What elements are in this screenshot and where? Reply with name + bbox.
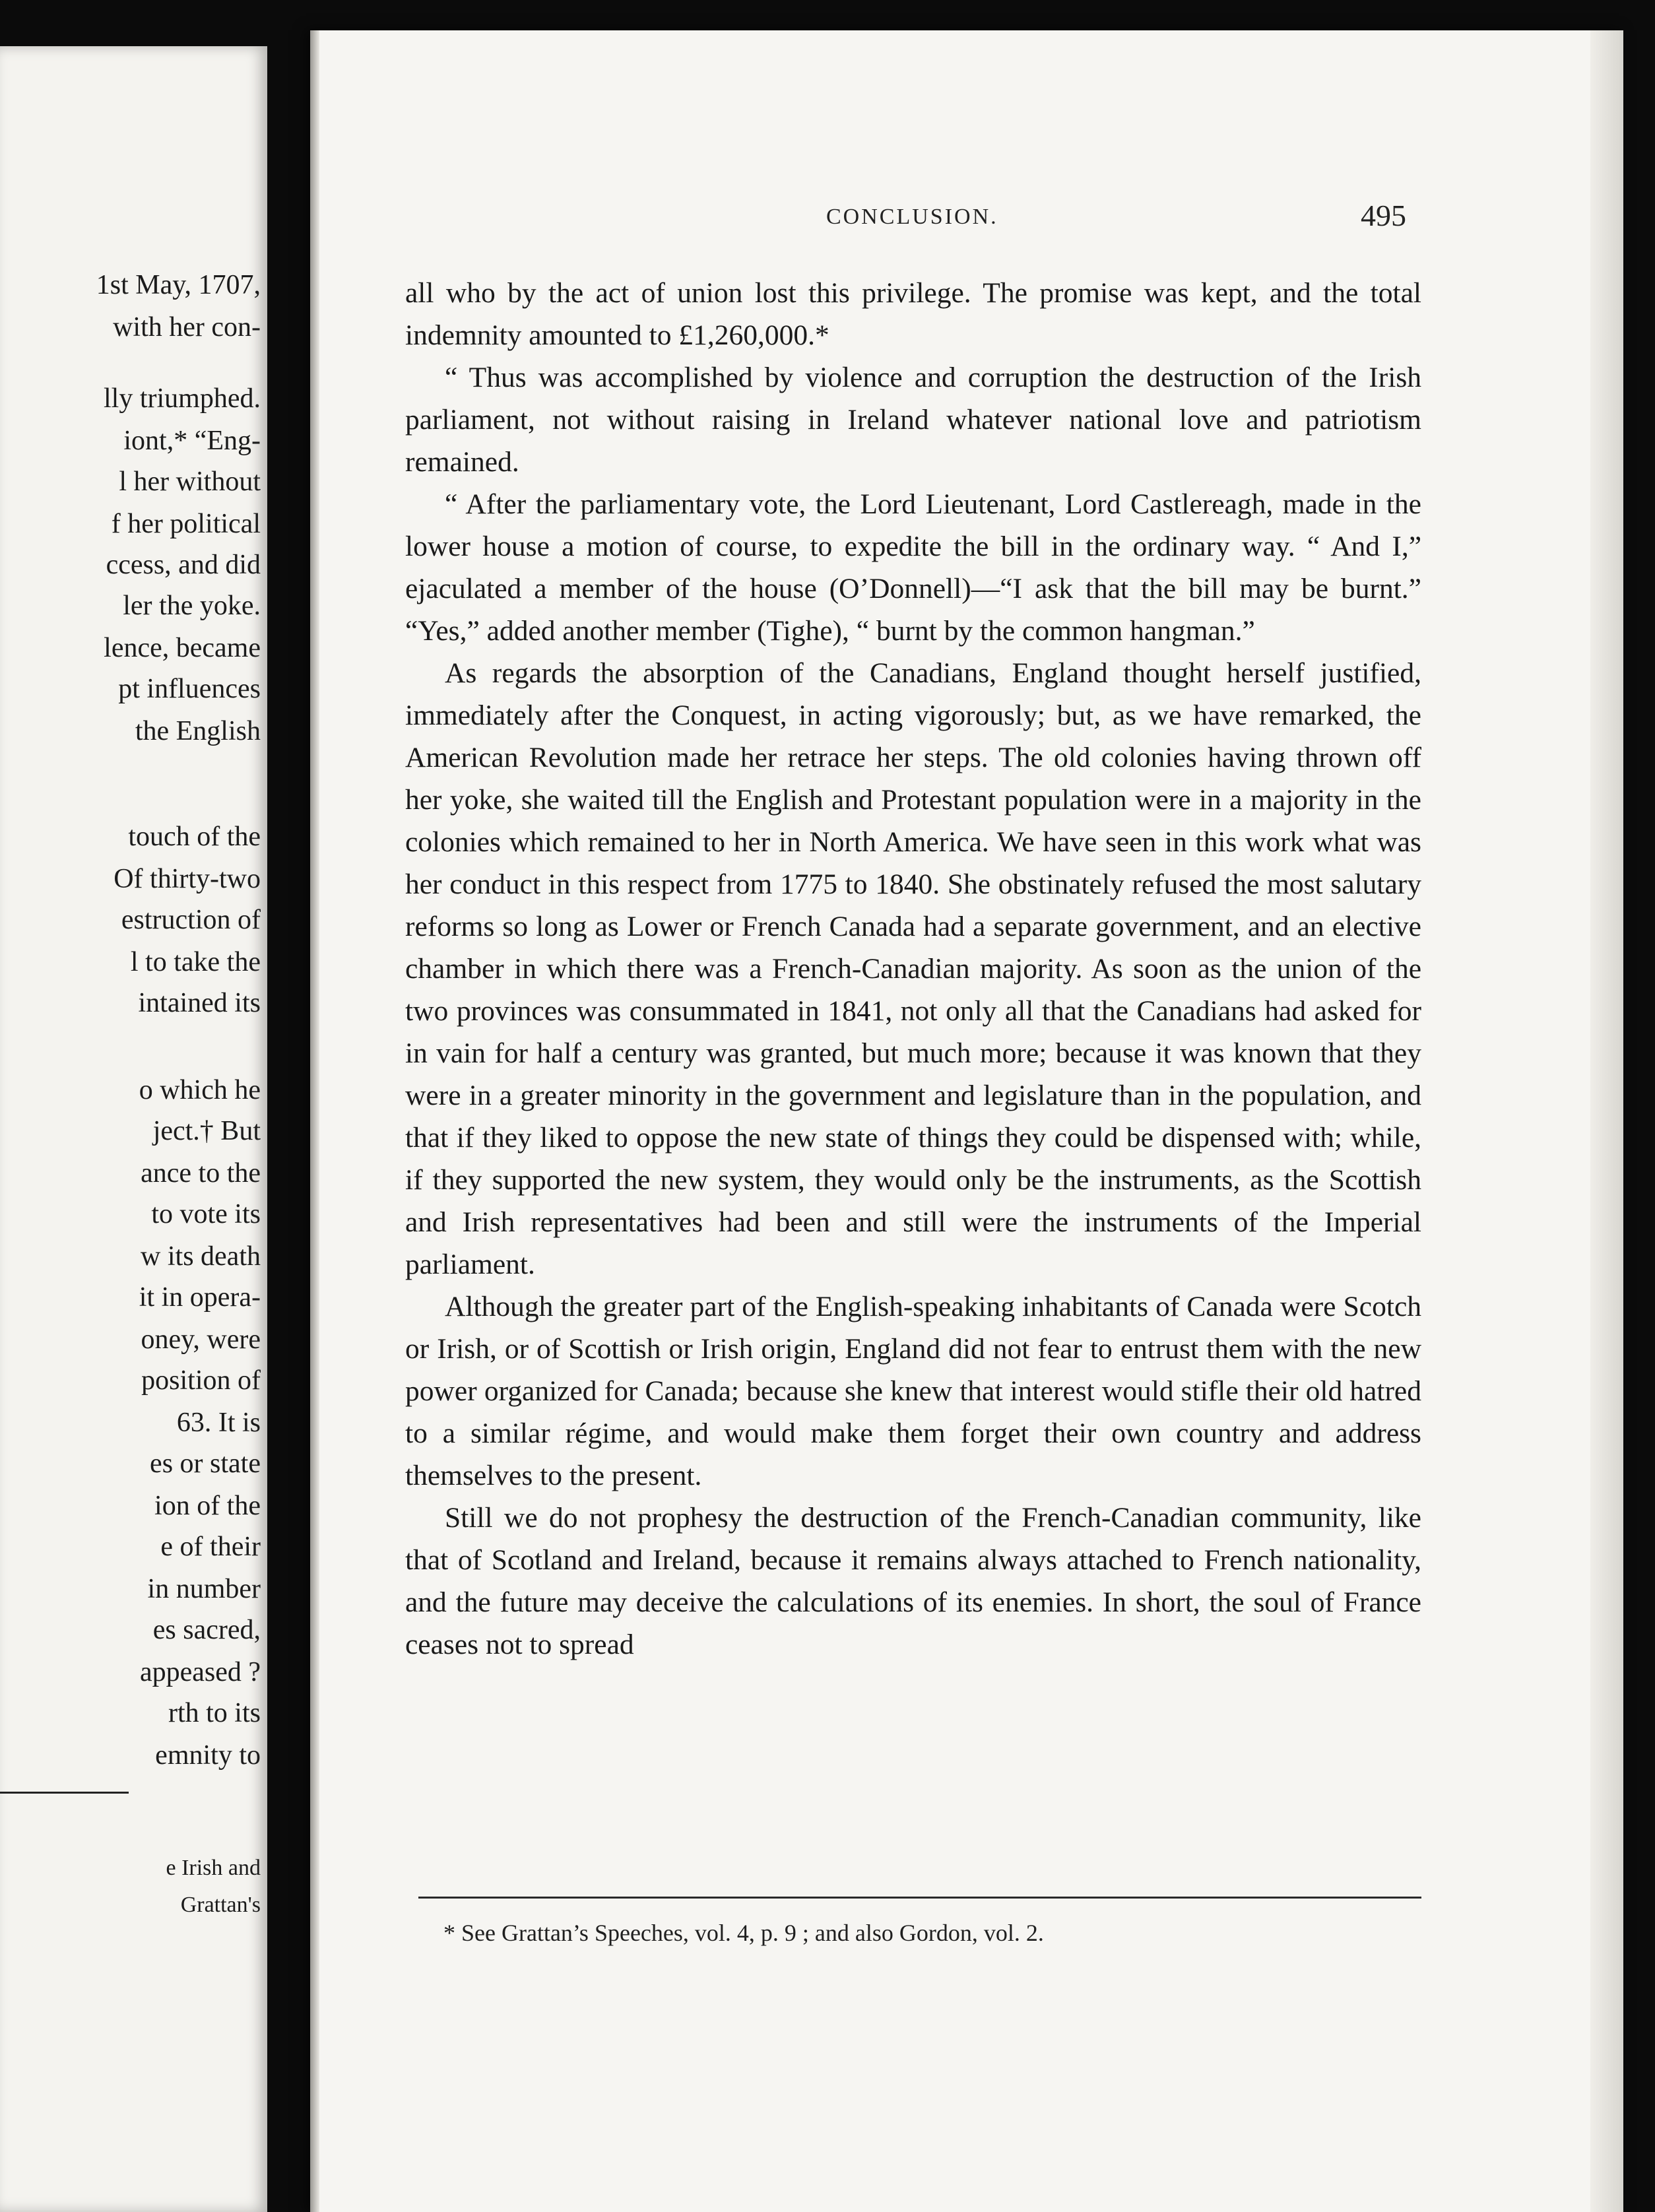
- left-line: lence, became: [104, 633, 261, 663]
- left-line: with her con-: [113, 312, 261, 342]
- left-line: iont,* “Eng-: [123, 426, 261, 456]
- left-line: f her political: [111, 509, 261, 539]
- left-line: position of: [141, 1365, 261, 1396]
- left-line: Of thirty-two: [114, 864, 261, 894]
- left-line: touch of the: [128, 822, 261, 852]
- left-line: in number: [147, 1574, 261, 1604]
- left-line: es sacred,: [152, 1615, 261, 1645]
- left-page-fragment: [0, 46, 267, 2212]
- left-line: e of their: [160, 1532, 261, 1562]
- page-edge: [1590, 30, 1623, 2212]
- left-footnote-line: e Irish and: [166, 1856, 261, 1880]
- paragraph: Still we do not prophesy the destruction of the French-Canadian community, like that of Scotland and Ireland, because it remains always attached to French nationality, and the future may deceive the calculations of its enemies. In short, the soul of France ceases not to spread: [405, 1502, 1421, 1660]
- left-line: l her without: [119, 467, 261, 497]
- left-line: o which he: [139, 1075, 261, 1105]
- footnote-rule: [418, 1897, 1421, 1899]
- left-line: w its death: [141, 1241, 261, 1272]
- paragraph: As regards the absorption of the Canadians, England thought herself justified, immediately after the Conquest, in acting vigorously; but, as we have remarked, the American Revolution made her retrace her steps. The old colonies having thrown off her yoke, she waited till the English and Protestant population were in a majority in the colonies which remained to her in North America. We have seen in this work what was her conduct in this respect from 1775 to 1840. She obstinately refused the most salutary reforms so long as Lower or French Canada had a separate government, and an elective chamber in which there was a French-Canadian majority. As soon as the union of the two provinces was consummated in 1841, not only all that the Canadians had asked for in vain for half a century was granted, but much more; because it was known that they were in a greater minority in the government and legislature than in the population, and that if they liked to oppose the new state of things they could be dispensed with; while, if they supported the new system, they would only be the instruments, as the Scottish and Irish representatives had been and still were the instruments of the Imperial parliament.: [405, 657, 1421, 1280]
- left-line: es or state: [150, 1448, 261, 1479]
- left-line: to vote its: [151, 1199, 261, 1229]
- left-line: emnity to: [155, 1740, 261, 1771]
- left-line: pt influences: [118, 674, 261, 704]
- gutter-shadow: [310, 30, 319, 2212]
- paragraph: “ After the parliamentary vote, the Lord Lieutenant, Lord Castlereagh, made in the lower house a motion of course, to expedite the bill in the ordinary way. “ And I,” ejaculated a member of the house (O’Donnell)—“I ask that the bill may be burnt.” “Yes,” added another member (Tighe), “ burnt by the common hangman.”: [405, 488, 1421, 647]
- left-line: the English: [135, 716, 261, 746]
- paragraph: Although the greater part of the English-speaking inhabitants of Canada were Scotch or Irish, or of Scottish or Irish origin, England did not fear to entrust them with the new power organized for Canada; because she knew that interest would stifle their old hatred to a similar régime, and would make them forget their own country and address themselves to the present.: [405, 1291, 1421, 1491]
- left-line: ler the yoke.: [123, 591, 261, 621]
- left-line: l to take the: [130, 947, 261, 977]
- left-line: ance to the: [141, 1158, 261, 1188]
- left-line: it in opera-: [139, 1282, 261, 1313]
- footnote: * See Grattan’s Speeches, vol. 4, p. 9 ; and also Gordon, vol. 2.: [443, 1920, 1044, 1946]
- page-number: 495: [1361, 199, 1406, 232]
- left-line: intained its: [138, 988, 261, 1018]
- body-text: [405, 272, 1421, 1666]
- left-line: oney, were: [141, 1324, 261, 1355]
- left-line: lly triumphed.: [104, 383, 261, 414]
- left-line: estruction of: [121, 905, 261, 935]
- left-line: rth to its: [168, 1698, 261, 1728]
- left-footnote-line: Grattan's: [180, 1893, 261, 1917]
- left-line: ject.† But: [152, 1116, 261, 1146]
- left-line: ion of the: [154, 1491, 261, 1521]
- left-line: 1st May, 1707,: [96, 270, 261, 300]
- paragraph: all who by the act of union lost this privilege. The promise was kept, and the total indemnity amounted to £1,260,000.*: [405, 277, 1421, 351]
- paragraph: “ Thus was accomplished by violence and corruption the destruction of the Irish parliament, not without raising in Ireland whatever national love and patriotism remained.: [405, 362, 1421, 478]
- left-footnote-rule: [0, 1792, 129, 1794]
- running-head: CONCLUSION.: [826, 205, 998, 229]
- left-line: appeased ?: [139, 1657, 261, 1687]
- left-line: ccess, and did: [106, 550, 261, 580]
- left-line: 63. It is: [176, 1408, 261, 1438]
